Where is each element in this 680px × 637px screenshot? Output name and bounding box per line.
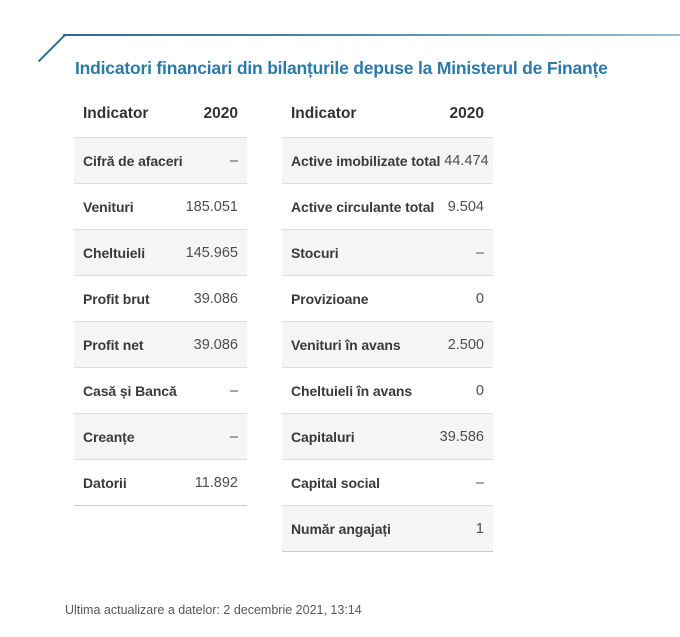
indicator-label: Cheltuieli în avans	[291, 382, 413, 399]
indicator-value: –	[229, 152, 238, 169]
indicator-value: 0	[475, 290, 484, 307]
table-row	[282, 229, 493, 275]
table-row	[74, 367, 247, 413]
indicator-label: Profit net	[83, 336, 144, 353]
table-row	[74, 413, 247, 459]
column-header-indicator: Indicator	[83, 105, 149, 122]
header-accent-line	[63, 34, 680, 36]
table-header	[74, 98, 247, 137]
indicator-value: 185.051	[185, 198, 238, 215]
indicator-label: Stocuri	[291, 244, 339, 261]
indicator-label: Număr angajați	[291, 520, 391, 537]
table-row	[74, 183, 247, 229]
indicator-value: –	[475, 244, 484, 261]
indicator-value: 1	[475, 520, 484, 537]
table-row	[282, 137, 493, 183]
indicator-label: Venituri	[83, 198, 134, 215]
column-header-indicator: Indicator	[291, 105, 357, 122]
table-row	[74, 321, 247, 367]
indicator-value: 2.500	[447, 336, 484, 353]
indicator-label: Datorii	[83, 474, 127, 491]
indicator-value: –	[229, 382, 238, 399]
table-row	[74, 137, 247, 183]
indicator-label: Cheltuieli	[83, 244, 146, 261]
table-row	[282, 275, 493, 321]
indicator-value: 9.504	[447, 198, 484, 215]
financial-table-left	[74, 98, 247, 506]
table-row	[282, 413, 493, 459]
indicator-label: Casă și Bancă	[83, 382, 177, 399]
indicator-value: 11.892	[194, 474, 238, 491]
indicator-label: Active imobilizate total	[291, 152, 441, 169]
column-header-2020: 2020	[449, 105, 484, 122]
indicator-value: –	[229, 428, 238, 445]
indicator-value: 145.965	[185, 244, 238, 261]
table-row	[74, 229, 247, 275]
indicator-label: Capital social	[291, 474, 380, 491]
last-update-note: Ultima actualizare a datelor: 2 decembrie 2021, 13:14	[65, 603, 362, 617]
table-row	[74, 275, 247, 321]
table-body	[282, 137, 493, 552]
indicator-label: Venituri în avans	[291, 336, 401, 353]
indicator-value: –	[475, 474, 484, 491]
tables-container	[74, 98, 493, 552]
table-header	[282, 98, 493, 137]
table-row	[282, 183, 493, 229]
indicator-value: 0	[475, 382, 484, 399]
indicator-label: Cifră de afaceri	[83, 152, 183, 169]
page-title: Indicatori financiari din bilanțurile depuse la Ministerul de Finanțe	[75, 57, 608, 78]
column-header-2020: 2020	[203, 105, 238, 122]
indicator-value: 39.586	[439, 428, 484, 445]
financial-table-right	[282, 98, 493, 552]
table-body	[74, 137, 247, 506]
table-row	[282, 321, 493, 367]
table-row	[282, 459, 493, 505]
table-row	[282, 367, 493, 413]
table-row	[282, 505, 493, 551]
indicator-value: 44.474	[444, 152, 489, 169]
indicator-label: Active circulante total	[291, 198, 435, 215]
indicator-label: Creanțe	[83, 428, 135, 445]
table-row	[74, 459, 247, 505]
indicator-value: 39.086	[193, 336, 238, 353]
header-accent-diagonal	[38, 34, 66, 62]
indicator-label: Provizioane	[291, 290, 369, 307]
indicator-label: Capitaluri	[291, 428, 355, 445]
indicator-value: 39.086	[193, 290, 238, 307]
indicator-label: Profit brut	[83, 290, 150, 307]
